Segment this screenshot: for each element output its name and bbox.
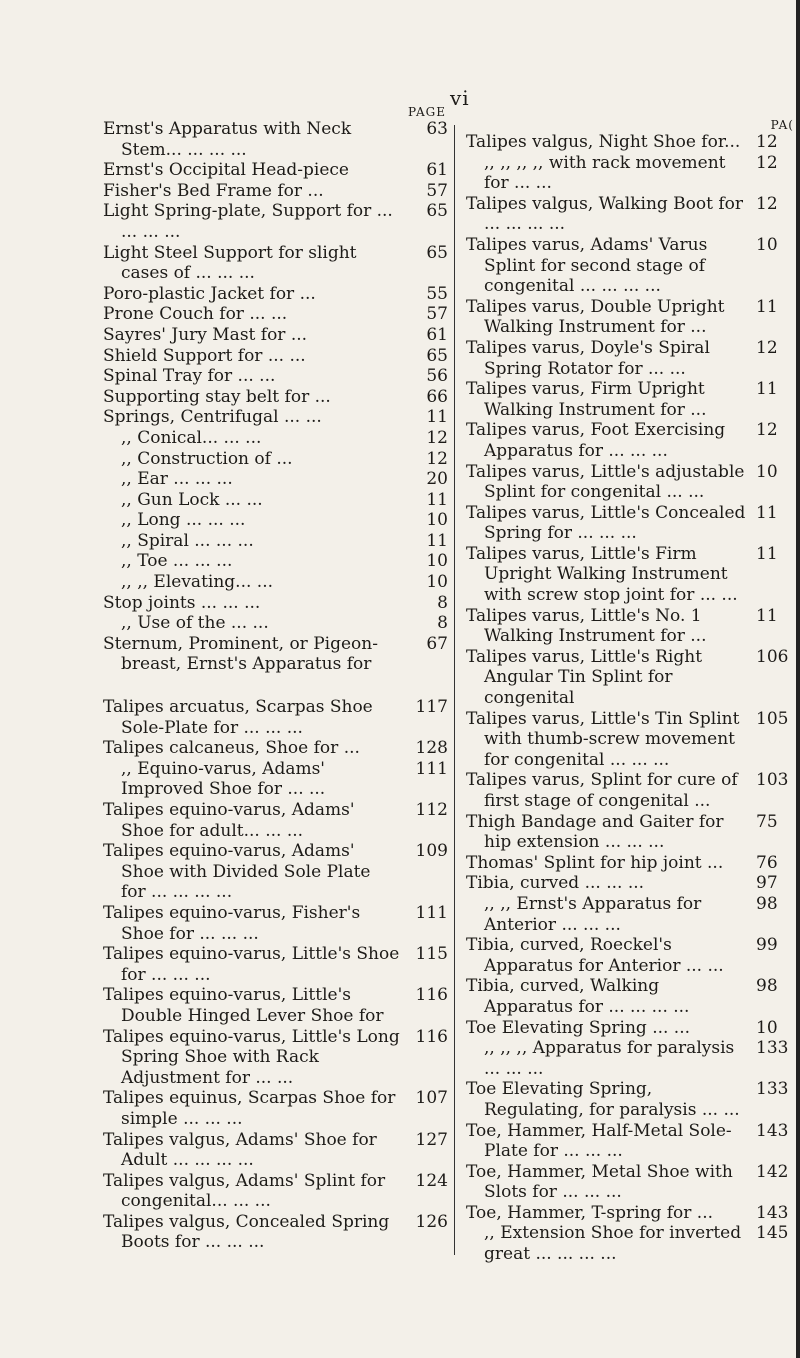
entry-page: 12 [756, 152, 778, 173]
index-entry [466, 935, 796, 976]
entry-text: Talipes varus, Little's adjustable Splint for congenital ... ... [466, 461, 745, 503]
entry-page: 67 [426, 633, 448, 654]
index-entry [103, 201, 448, 242]
entry-page: 11 [756, 379, 778, 400]
index-entry [466, 1223, 796, 1264]
entry-text: Talipes varus, Little's Concealed Spring for ... ... ... [466, 502, 746, 544]
entry-page: 97 [756, 873, 778, 894]
entry-text: Light Spring-plate, Support for ... ... ... ... [103, 201, 393, 242]
entry-text: ,, ,, ,, ,, with rack movement for ... ... [484, 152, 726, 194]
entry-text: Talipes valgus, Adams' Shoe for Adult ... ... ... ... [103, 1129, 377, 1171]
entry-text: Spinal Tray for ... ... [103, 366, 276, 387]
index-entry [466, 338, 796, 379]
index-entry [103, 243, 448, 284]
entry-text: ,, ,, Ernst's Apparatus for Anterior ... ... ... [484, 893, 702, 935]
index-entry [103, 841, 448, 903]
index-entry [103, 119, 448, 160]
entry-page: 106 [756, 646, 789, 667]
entry-text: Talipes equino-varus, Adams' Shoe for adult... ... ... [103, 800, 355, 841]
entry-text: Talipes valgus, Night Shoe for... [466, 132, 741, 152]
entry-page: 12 [756, 420, 778, 441]
entry-text: Talipes varus, Little's Right Angular Tin Splint for congenital [466, 646, 703, 709]
index-entry [103, 593, 448, 614]
entry-page: 10 [426, 510, 448, 531]
column-divider [454, 125, 455, 1255]
entry-text: Talipes equino-varus, Little's Double Hinged Lever Shoe for [103, 985, 384, 1026]
index-entry [103, 944, 448, 985]
entry-page: 75 [756, 811, 778, 832]
index-entry [103, 181, 448, 202]
index-entry [103, 634, 448, 675]
entry-text: Tibia, curved, Walking Apparatus for ... ... ... ... [466, 976, 690, 1017]
index-entry [103, 697, 448, 738]
entry-text: Thigh Bandage and Gaiter for hip extension ... ... ... [466, 811, 724, 853]
entry-text: Toe Elevating Spring ... ... [466, 1017, 691, 1038]
index-entry [103, 366, 448, 387]
entry-text: Talipes varus, Adams' Varus Splint for second stage of congenital ... ... ... ... [466, 234, 708, 297]
entry-text: Talipes equinus, Scarpas Shoe for simple ... ... ... [103, 1088, 396, 1129]
entry-page: 116 [415, 985, 448, 1006]
index-entry [466, 894, 796, 935]
entry-page: 11 [756, 543, 778, 564]
entry-text: ,, ,, ,, Apparatus for paralysis ... ... ... [484, 1038, 735, 1079]
index-entry [103, 759, 448, 800]
entry-text: Talipes calcaneus, Shoe for ... [103, 738, 360, 759]
entry-page: 143 [756, 1120, 789, 1141]
entry-page: 111 [415, 758, 448, 779]
index-entry [466, 1203, 796, 1224]
entry-text: Light Steel Support for slight cases of ... ... ... [103, 242, 357, 284]
entry-text: Toe, Hammer, T-spring for ... [466, 1202, 714, 1223]
index-entry [103, 1171, 448, 1212]
index-entry [466, 1038, 796, 1079]
entry-text: Tibia, curved, Roeckel's Apparatus for Anterior ... ... [466, 935, 724, 976]
index-entry [466, 606, 796, 647]
entry-text: Talipes varus, Firm Upright Walking Instrument for ... [466, 379, 707, 420]
entry-page: 111 [415, 902, 448, 923]
index-entry [103, 531, 448, 552]
entry-text: Springs, Centrifugal ... ... [103, 407, 322, 428]
index-entry [466, 709, 796, 771]
entry-text: Poro-plastic Jacket for ... [103, 283, 316, 304]
entry-page: 112 [415, 800, 448, 820]
entry-text: ,, Construction of ... [121, 448, 293, 469]
index-entry [103, 346, 448, 367]
entry-page: 11 [426, 530, 448, 551]
index-entry [466, 1162, 796, 1203]
page-number: vi [450, 86, 470, 110]
entry-text: Toe Elevating Spring, Regulating, for paralysis ... ... [466, 1079, 740, 1120]
entry-page: 76 [756, 852, 778, 873]
entry-text: Ernst's Occipital Head-piece [103, 160, 349, 181]
entry-page: 127 [415, 1129, 448, 1150]
index-entry [466, 132, 796, 153]
entry-page: 12 [426, 448, 448, 469]
index-entry [466, 853, 796, 874]
entry-text: Talipes varus, Foot Exercising Apparatus for ... ... ... [466, 420, 726, 461]
entry-text: Talipes valgus, Walking Boot for ... ... ... ... [466, 193, 744, 235]
entry-page: 145 [756, 1223, 789, 1244]
entry-page: 117 [415, 697, 448, 718]
index-entry [466, 194, 796, 235]
entry-page: 99 [756, 935, 778, 956]
index-entry [103, 325, 448, 346]
entry-page: 115 [415, 944, 448, 965]
index-entry [103, 510, 448, 531]
entry-text: Talipes valgus, Adams' Splint for congenital... ... ... [103, 1170, 386, 1212]
entry-page: 65 [426, 201, 448, 222]
page-column-header: PA( [770, 118, 794, 132]
entry-page: 116 [415, 1026, 448, 1047]
index-entry [466, 770, 796, 811]
entry-page: 65 [426, 345, 448, 366]
entry-text: ,, Equino-varus, Adams' Improved Shoe for ... ... [121, 758, 326, 800]
entry-text: Talipes varus, Double Upright Walking Instrument for ... [466, 296, 725, 338]
entry-page: 57 [426, 304, 448, 325]
entry-page: 105 [756, 708, 789, 729]
entry-text: Toe, Hammer, Half-Metal Sole-Plate for ... ... ... [466, 1120, 732, 1162]
entry-page: 12 [756, 337, 778, 358]
entry-text: ,, Toe ... ... ... [121, 551, 233, 572]
index-column-left [103, 105, 448, 1253]
entry-page: 63 [426, 119, 448, 139]
index-entry [103, 160, 448, 181]
index-entry [103, 490, 448, 511]
entry-page: 61 [426, 324, 448, 345]
entry-page: 11 [756, 605, 778, 626]
entry-text: Fisher's Bed Frame for ... [103, 180, 324, 201]
index-entry [466, 544, 796, 606]
index-entry [466, 503, 796, 544]
index-entry [103, 800, 448, 841]
entry-page: 142 [756, 1161, 789, 1182]
entry-page: 11 [756, 296, 778, 317]
index-entry [103, 738, 448, 759]
entry-page: 66 [426, 386, 448, 407]
entry-page: 55 [426, 283, 448, 304]
entry-text: Shield Support for ... ... [103, 345, 306, 366]
entry-text: ,, Ear ... ... ... [121, 469, 233, 490]
entry-page: 10 [426, 551, 448, 572]
entry-page: 10 [756, 234, 778, 255]
index-entry [103, 1130, 448, 1171]
entry-page: 133 [756, 1079, 789, 1100]
entry-page: 109 [415, 841, 448, 862]
index-entry [103, 304, 448, 325]
entry-page: 11 [426, 489, 448, 510]
entry-text: ,, Extension Shoe for inverted great ... ... ... ... [484, 1223, 742, 1265]
entry-page: 10 [756, 1017, 778, 1038]
entry-page: 57 [426, 180, 448, 201]
index-entry [103, 1212, 448, 1253]
index-entry [103, 284, 448, 305]
entry-text: Sayres' Jury Mast for ... [103, 324, 308, 345]
index-entry [103, 985, 448, 1026]
entry-text: ,, Spiral ... ... ... [121, 530, 254, 551]
index-entry [466, 647, 796, 709]
index-entry [466, 420, 796, 461]
entry-text: ,, Gun Lock ... ... [121, 489, 263, 510]
index-entry [466, 1079, 796, 1120]
entry-text: ,, Conical... ... ... [121, 427, 262, 448]
entry-text: Talipes equino-varus, Little's Long Spring Shoe with Rack Adjustment for ... ... [103, 1026, 400, 1088]
index-entry [103, 1088, 448, 1129]
entry-text: Thomas' Splint for hip joint ... [466, 852, 724, 873]
entry-page: 98 [756, 976, 778, 997]
entry-page: 11 [426, 407, 448, 428]
entry-text: Talipes arcuatus, Scarpas Shoe Sole-Plate for ... ... ... [103, 697, 373, 738]
index-entry [103, 1027, 448, 1089]
entry-page: 12 [756, 132, 778, 152]
entry-page: 143 [756, 1202, 789, 1223]
entry-page: 107 [415, 1088, 448, 1109]
index-entry [103, 469, 448, 490]
entry-text: Talipes equino-varus, Fisher's Shoe for ... ... ... [103, 902, 361, 944]
entry-page: 20 [426, 469, 448, 490]
entry-page: 65 [426, 242, 448, 263]
entry-page: 98 [756, 893, 778, 914]
page-column-header: PAGE [408, 105, 446, 119]
entry-page: 124 [415, 1170, 448, 1191]
entry-text: Toe, Hammer, Metal Shoe with Slots for ... ... ... [466, 1161, 733, 1203]
entry-page: 10 [426, 572, 448, 593]
entry-text: Talipes varus, Little's Firm Upright Walking Instrument with screw stop joint for ... ... [466, 543, 738, 606]
entry-text: Tibia, curved ... ... ... [466, 873, 645, 894]
entry-text: Talipes varus, Little's No. 1 Walking Instrument for ... [466, 605, 707, 647]
index-entries [466, 132, 796, 1265]
entry-page: 126 [415, 1211, 448, 1232]
index-entry [103, 407, 448, 428]
entry-page: 103 [756, 770, 789, 791]
entry-text: Stop joints ... ... ... [103, 592, 261, 613]
index-entry [466, 1121, 796, 1162]
entry-page: 12 [426, 427, 448, 448]
entry-page: 8 [437, 613, 448, 634]
entry-page: 133 [756, 1038, 789, 1059]
index-entry [466, 873, 796, 894]
entry-text: Talipes equino-varus, Adams' Shoe with Divided Sole Plate for ... ... ... ... [103, 841, 371, 903]
entry-text: Prone Couch for ... ... [103, 304, 288, 325]
index-entry [103, 613, 448, 634]
index-entry [466, 462, 796, 503]
index-entry [466, 235, 796, 297]
entry-page: 61 [426, 160, 448, 181]
index-entry [466, 379, 796, 420]
index-entry [466, 153, 796, 194]
index-entry [103, 551, 448, 572]
entry-text: Sternum, Prominent, or Pigeon-breast, Ernst's Apparatus for [103, 633, 378, 675]
entry-text: Talipes varus, Splint for cure of first stage of congenital ... [466, 770, 738, 811]
entry-page: 56 [426, 366, 448, 387]
entry-text: Talipes valgus, Concealed Spring Boots for ... ... ... [103, 1211, 390, 1253]
entry-page: 11 [756, 502, 778, 523]
index-entry [103, 903, 448, 944]
index-entry [103, 449, 448, 470]
entry-page: 128 [415, 738, 448, 759]
entry-text: ,, ,, Elevating... ... [121, 572, 273, 593]
entry-text: ,, Use of the ... ... [121, 613, 269, 634]
entry-page: 10 [756, 461, 778, 482]
page-edge [796, 0, 800, 1358]
section-gap [103, 675, 448, 697]
entry-page: 12 [756, 193, 778, 214]
index-entry [466, 297, 796, 338]
index-entry [466, 976, 796, 1017]
index-column-right [466, 118, 796, 1265]
index-entry [103, 428, 448, 449]
entry-text: Talipes varus, Doyle's Spiral Spring Rotator for ... ... [466, 337, 710, 379]
entry-text: ,, Long ... ... ... [121, 510, 246, 531]
index-entry [103, 387, 448, 408]
index-entry [103, 572, 448, 593]
index-entry [466, 1018, 796, 1039]
entry-page: 8 [437, 592, 448, 613]
entry-text: Ernst's Apparatus with Neck Stem... ... ... ... [103, 119, 352, 160]
entry-text: Supporting stay belt for ... [103, 386, 331, 407]
entry-text: Talipes equino-varus, Little's Shoe for ... ... ... [103, 944, 400, 985]
index-entry [466, 812, 796, 853]
entry-text: Talipes varus, Little's Tin Splint with thumb-screw movement for congenital ... ... ... [466, 708, 740, 770]
index-entries [103, 119, 448, 1253]
